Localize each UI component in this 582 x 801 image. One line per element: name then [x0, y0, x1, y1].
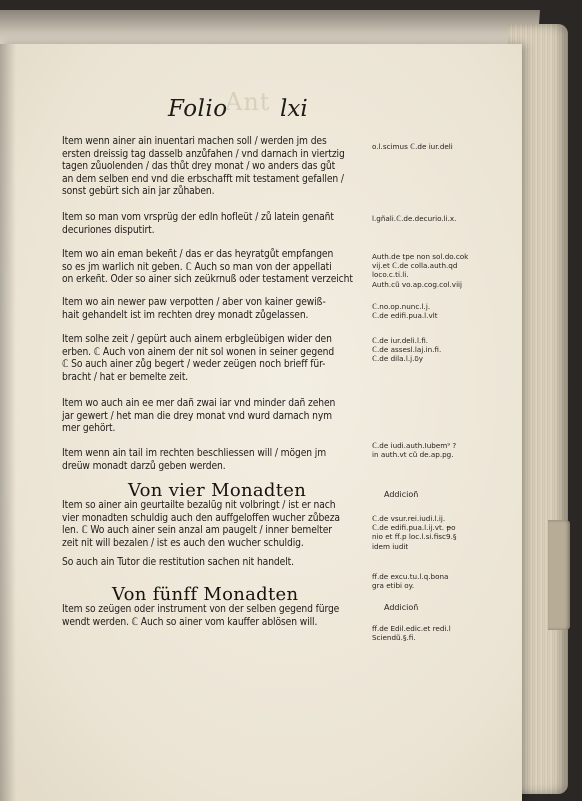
paragraph-1	[62, 136, 362, 199]
paragraph-4	[62, 297, 362, 322]
paragraph-line: Item wo ain eman bekeñt / das er das heyratgůt empfangen	[62, 249, 334, 260]
margin-note-line: ff.de Edil.edic.et redi.l	[372, 624, 451, 633]
paragraph-line: bracht / hat er bemelte zeit.	[62, 371, 189, 383]
paragraph-line: vier monadten schuldig auch den auffgeloffen wucher zůbeza	[62, 512, 340, 524]
paragraph-8	[62, 500, 362, 550]
margin-note-line: gra etibi oy.	[372, 581, 415, 591]
paragraph-line: Item so zeügen oder instrument von der selben gegend fürge	[62, 604, 340, 615]
margin-note-9	[372, 624, 487, 642]
paragraph-line: Item so ainer ain geurtailte bezalũg nit volbringt / ist er nach	[62, 500, 336, 511]
paragraph-line: so es jm warlich nit geben. ℂ Auch so man von der appellati	[62, 261, 332, 273]
margin-note-line: ℂ.de edifi.pua.l.ij.vt. ᵽo	[372, 523, 456, 533]
paragraph-line: mer gehört.	[62, 423, 116, 435]
margin-note-line: nio et ff.p loc.l.si.fisc9.§	[372, 532, 457, 542]
bleed-through-text: Ant	[225, 88, 271, 116]
page-gutter-shadow	[0, 44, 16, 801]
margin-note-line: ℂ.de edifi.pua.l.vlt	[372, 311, 438, 321]
paragraph-line: erben. ℂ Auch von ainem der nit sol wonen in seiner gegend	[62, 346, 335, 358]
margin-note-line: ℂ.de iudi.auth.Iubem⁹ ?	[372, 441, 457, 450]
paragraph-line: an dem selben end vnd die erbschafft mit testament gefallen /	[62, 173, 344, 185]
margin-note-line: vij.et ℂ.de colla.auth.qd	[372, 261, 458, 271]
margin-note-line: Auth.de tpe non sol.do.cok	[372, 252, 469, 261]
margin-note-line: Auth.cũ vo.ap.cog.col.viij	[372, 279, 463, 289]
margin-note-1	[372, 142, 487, 151]
margin-note-line: ℂ.de iur.deli.l.fi.	[372, 336, 429, 345]
paragraph-line: zeit nit will bezalen / ist es auch den wucher schuldig.	[62, 537, 304, 549]
margin-note-line: ℂ.de dila.l.j.ẟy	[372, 354, 424, 364]
margin-note-4	[372, 302, 487, 320]
margin-note-line: idem iudit	[372, 541, 409, 551]
paragraph-line: hait gehandelt ist im rechten drey monadt zůgelassen.	[62, 309, 309, 321]
heading-vier-monadten: Von vier Monadten	[128, 480, 307, 501]
paragraph-7	[62, 448, 362, 473]
paragraph-line: Item wenn ainer ain inuentari machen soll / werden jm des	[62, 136, 327, 147]
margin-note-line: ff.de excu.tu.l.q.bona	[372, 572, 449, 581]
paragraph-line: dreüw monadt darzů geben werden.	[62, 460, 226, 472]
paragraph-3	[62, 249, 362, 287]
margin-note-line: ℂ.de assesl.laj.in.fi.	[372, 345, 442, 355]
paragraph-10	[62, 604, 362, 629]
addicio-label-2: Addicioñ	[384, 603, 419, 612]
margin-note-2	[372, 214, 487, 223]
addicio-label-1: Addicioñ	[384, 490, 419, 499]
margin-note-8	[372, 572, 487, 590]
margin-note-line: loco.c.ti.li.	[372, 270, 409, 280]
paragraph-line: ℂ So auch ainer zůg begert / weder zeügen noch brieff für-	[62, 359, 326, 371]
paragraph-9	[62, 557, 362, 570]
margin-note-line: Sciendũ.§.fi.	[372, 633, 416, 643]
paragraph-line: Item wo auch ain ee mer dañ zwai iar vnd minder dañ zehen	[62, 398, 336, 409]
paragraph-line: wendt werden. ℂ Auch so ainer vom kauffer ablösen will.	[62, 616, 318, 628]
margin-note-line: in auth.vt cũ de.ap.pg.	[372, 450, 454, 460]
paragraph-line: Item so man vom vrsprüg der edln hofleüt / zů latein genañt	[62, 212, 334, 223]
paragraph-2	[62, 212, 362, 237]
folio-label: Folio	[168, 96, 228, 122]
paragraph-line: on erkeñt. Oder so ainer sich zeükrnuß oder testament verzeicht	[62, 274, 353, 286]
margin-note-5	[372, 336, 487, 364]
margin-note-line: o.l.scimus ℂ.de iur.deli	[372, 142, 453, 151]
margin-note-line: ℂ.no.op.nunc.l.j.	[372, 302, 431, 311]
paragraph-line: len. ℂ Wo auch ainer sein anzal am paugelt / inner bemelter	[62, 525, 332, 537]
margin-note-6	[372, 441, 487, 459]
paragraph-line: Item wo ain newer paw verpotten / aber von kainer gewiß-	[62, 297, 326, 308]
paragraph-line: Item solhe zeit / gepürt auch ainem erbgleübigen wider den	[62, 334, 332, 345]
folio-number: lxi	[280, 96, 308, 122]
paragraph-line: ersten dreissig tag dasselb anzůfahen / vnd darnach in viertzig	[62, 148, 345, 160]
margin-note-7	[372, 514, 487, 551]
paragraph-6	[62, 398, 362, 436]
paragraph-line: tagen zůuolenden / das thůt drey monat / wo anders das gůt	[62, 161, 336, 173]
paragraph-line: jar gewert / het man die drey monat vnd wurd darnach nym	[62, 410, 332, 422]
margin-note-line: l.gñali.ℂ.de.decurio.li.x.	[372, 214, 457, 223]
paragraph-line: So auch ain Tutor die restitution sachen nit handelt.	[62, 557, 294, 568]
page-tab-marker	[548, 520, 570, 630]
margin-note-line: ℂ.de vsur.rei.iudi.l.ij.	[372, 514, 446, 523]
margin-note-3	[372, 252, 487, 289]
paragraph-5	[62, 334, 362, 384]
paragraph-line: decuriones disputirt.	[62, 224, 155, 236]
paragraph-line: Item wenn ain tail im rechten beschliessen will / mögen jm	[62, 448, 327, 459]
paragraph-line: sonst gebürt sich ain jar zůhaben.	[62, 186, 215, 198]
heading-funff-monadten: Von fünff Monadten	[112, 584, 299, 605]
